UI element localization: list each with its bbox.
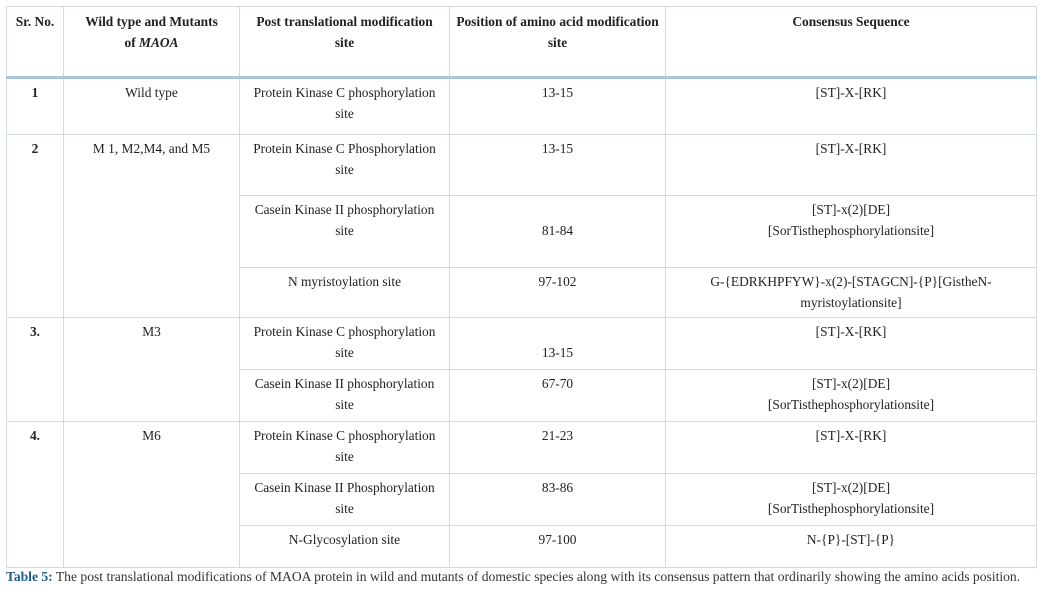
- cell-position: 13-15: [450, 135, 666, 196]
- cell-site: Protein Kinase C phosphorylation site: [240, 318, 450, 370]
- cell-type: M3: [64, 318, 240, 422]
- cell-position: 83-86: [450, 474, 666, 526]
- cell-sequence: [ST]-x(2)[DE] [SorTisthephosphorylationsite]: [666, 370, 1037, 422]
- header-sr: Sr. No.: [7, 7, 64, 78]
- table-header-row: [7, 7, 1037, 78]
- cell-sr: 1: [7, 78, 64, 135]
- cell-position: 13-15: [450, 78, 666, 135]
- header-consensus: Consensus Sequence: [666, 7, 1037, 78]
- cell-position: 21-23: [450, 422, 666, 474]
- cell-site: Protein Kinase C phosphorylation site: [240, 422, 450, 474]
- header-ptm-site: Post translational modification site: [240, 7, 450, 78]
- cell-sequence: [ST]-X-[RK]: [666, 135, 1037, 196]
- table-row: [7, 318, 1037, 370]
- cell-type: Wild type: [64, 78, 240, 135]
- cell-sr: 3.: [7, 318, 64, 422]
- cell-sequence: [ST]-x(2)[DE] [SorTisthephosphorylationsite]: [666, 196, 1037, 268]
- table-caption: [6, 566, 1036, 587]
- cell-sequence: [ST]-x(2)[DE] [SorTisthephosphorylationsite]: [666, 474, 1037, 526]
- cell-site: Casein Kinase II phosphorylation site: [240, 196, 450, 268]
- cell-sequence: N-{P}-[ST]-{P}: [666, 526, 1037, 568]
- cell-type: M 1, M2,M4, and M5: [64, 135, 240, 318]
- cell-sr: 2: [7, 135, 64, 318]
- table-row: [7, 135, 1037, 196]
- cell-position: 67-70: [450, 370, 666, 422]
- table-row: [7, 78, 1037, 135]
- caption-text: The post translational modifications of MAOA protein in wild and mutants of domestic species along with its consensus pattern that ordinarily showing the amino acids position.: [52, 569, 1021, 584]
- header-wild-type: Wild type and Mutants of MAOA: [64, 7, 240, 78]
- cell-position: 13-15: [450, 318, 666, 370]
- cell-sequence: G-{EDRKHPFYW}-x(2)-[STAGCN]-{P}[GistheN-myristoylationsite]: [666, 268, 1037, 318]
- cell-site: Casein Kinase II Phosphorylation site: [240, 474, 450, 526]
- cell-sequence: [ST]-X-[RK]: [666, 78, 1037, 135]
- cell-site: Protein Kinase C phosphorylation site: [240, 78, 450, 135]
- gene-name: MAOA: [139, 35, 179, 50]
- caption-label: Table 5:: [6, 569, 53, 584]
- cell-position: 97-102: [450, 268, 666, 318]
- ptm-table: [6, 6, 1037, 568]
- cell-position: 97-100: [450, 526, 666, 568]
- cell-sequence: [ST]-X-[RK]: [666, 318, 1037, 370]
- cell-sequence: [ST]-X-[RK]: [666, 422, 1037, 474]
- table-row: [7, 422, 1037, 474]
- cell-sr: 4.: [7, 422, 64, 568]
- cell-site: N myristoylation site: [240, 268, 450, 318]
- cell-position: 81-84: [450, 196, 666, 268]
- cell-site: N-Glycosylation site: [240, 526, 450, 568]
- cell-site: Protein Kinase C Phosphorylation site: [240, 135, 450, 196]
- cell-type: M6: [64, 422, 240, 568]
- header-position: Position of amino acid modification site: [450, 7, 666, 78]
- cell-site: Casein Kinase II phosphorylation site: [240, 370, 450, 422]
